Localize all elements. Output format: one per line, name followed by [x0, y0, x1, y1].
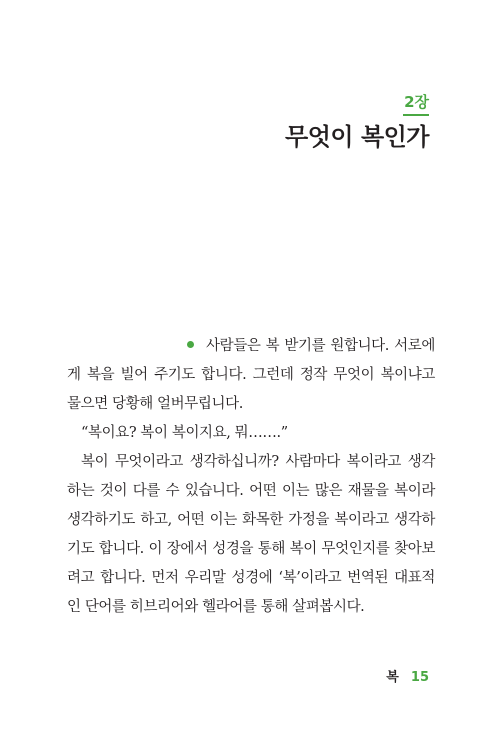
body-line: 하는 것이 다를 수 있습니다. 어떤 이는 많은 재물을 복이라	[67, 483, 435, 499]
body-line: 물으면 당황해 얼버무립니다.	[67, 396, 243, 412]
body-line: “복이요? 복이 복이지요, 뭐…….”	[81, 425, 288, 441]
body-text	[67, 332, 435, 622]
body-line-text: 사람들은 복 받기를 원합니다. 서로에	[206, 338, 435, 354]
body-line: 게 복을 빌어 주기도 합니다. 그런데 정작 무엇이 복이냐고	[67, 367, 435, 383]
body-line	[67, 332, 435, 361]
bullet-icon	[187, 341, 194, 348]
body-line: 생각하기도 하고, 어떤 이는 화목한 가정을 복이라고 생각하	[67, 512, 435, 528]
chapter-title: 무엇이 복인가	[285, 123, 429, 151]
running-head: 복	[386, 670, 399, 685]
body-line: 기도 합니다. 이 장에서 성경을 통해 복이 무엇인지를 찾아보	[67, 541, 435, 557]
chapter-number: 2장	[404, 93, 429, 111]
body-line: 려고 합니다. 먼저 우리말 성경에 ‘복’이라고 번역된 대표적	[67, 570, 435, 586]
page-footer	[386, 670, 429, 686]
body-line: 인 단어를 히브리어와 헬라어를 통해 살펴봅시다.	[67, 599, 365, 615]
chapter-number-underline	[403, 114, 429, 116]
body-line: 복이 무엇이라고 생각하십니까? 사람마다 복이라고 생각	[81, 454, 435, 470]
page-number: 15	[410, 670, 429, 685]
